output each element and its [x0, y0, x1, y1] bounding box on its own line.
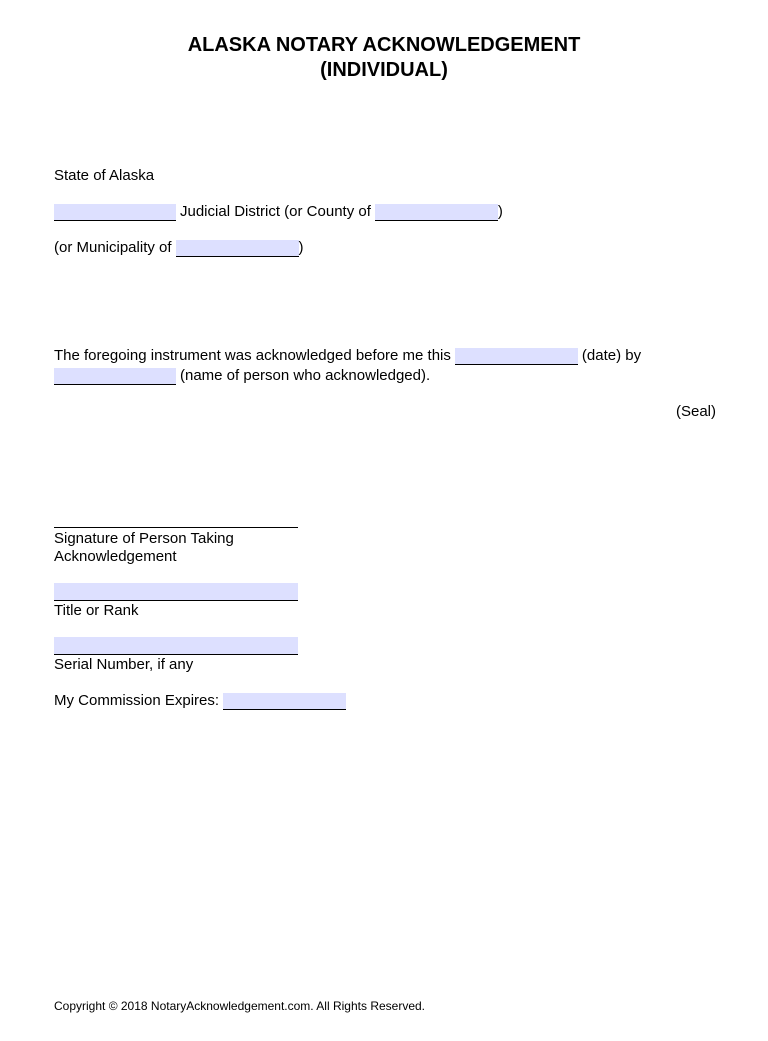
page-title: ALASKA NOTARY ACKNOWLEDGEMENT	[187, 34, 581, 56]
acknowledgment-text: The foregoing instrument was acknowledged before me this	[54, 347, 451, 364]
judicial-district-field[interactable]	[54, 204, 176, 221]
county-field[interactable]	[375, 204, 498, 221]
signature-line[interactable]	[54, 510, 298, 528]
serial-number-field[interactable]	[54, 637, 298, 655]
commission-row	[54, 692, 346, 710]
municipality-row	[54, 239, 304, 257]
acknowledgment-row-2	[54, 367, 430, 385]
serial-number-label: Serial Number, if any	[54, 656, 194, 673]
signature-label-line1: Signature of Person Taking	[54, 530, 234, 547]
commission-expires-field[interactable]	[223, 693, 346, 710]
commission-label: My Commission Expires:	[54, 692, 220, 709]
page-subtitle: (INDIVIDUAL)	[320, 59, 448, 81]
acknowledgment-row-1	[54, 347, 641, 365]
name-label: (name of person who acknowledged).	[180, 367, 431, 384]
judicial-district-row	[54, 203, 503, 221]
state-label: State of Alaska	[54, 167, 155, 184]
judicial-district-label: Judicial District (or County of	[180, 203, 371, 220]
acknowledger-name-field[interactable]	[54, 368, 176, 385]
municipality-field[interactable]	[176, 240, 299, 257]
seal-label: (Seal)	[675, 403, 716, 420]
copyright-footer: Copyright © 2018 NotaryAcknowledgement.com. All Rights Reserved.	[54, 999, 426, 1013]
municipality-close-paren: )	[298, 239, 304, 256]
county-close-paren: )	[497, 203, 503, 220]
signature-label-line2: Acknowledgement	[54, 548, 177, 565]
acknowledgment-date-field[interactable]	[455, 348, 578, 365]
municipality-label: (or Municipality of	[54, 239, 172, 256]
date-label: (date) by	[581, 347, 642, 364]
title-rank-field[interactable]	[54, 583, 298, 601]
title-rank-label: Title or Rank	[54, 602, 139, 619]
